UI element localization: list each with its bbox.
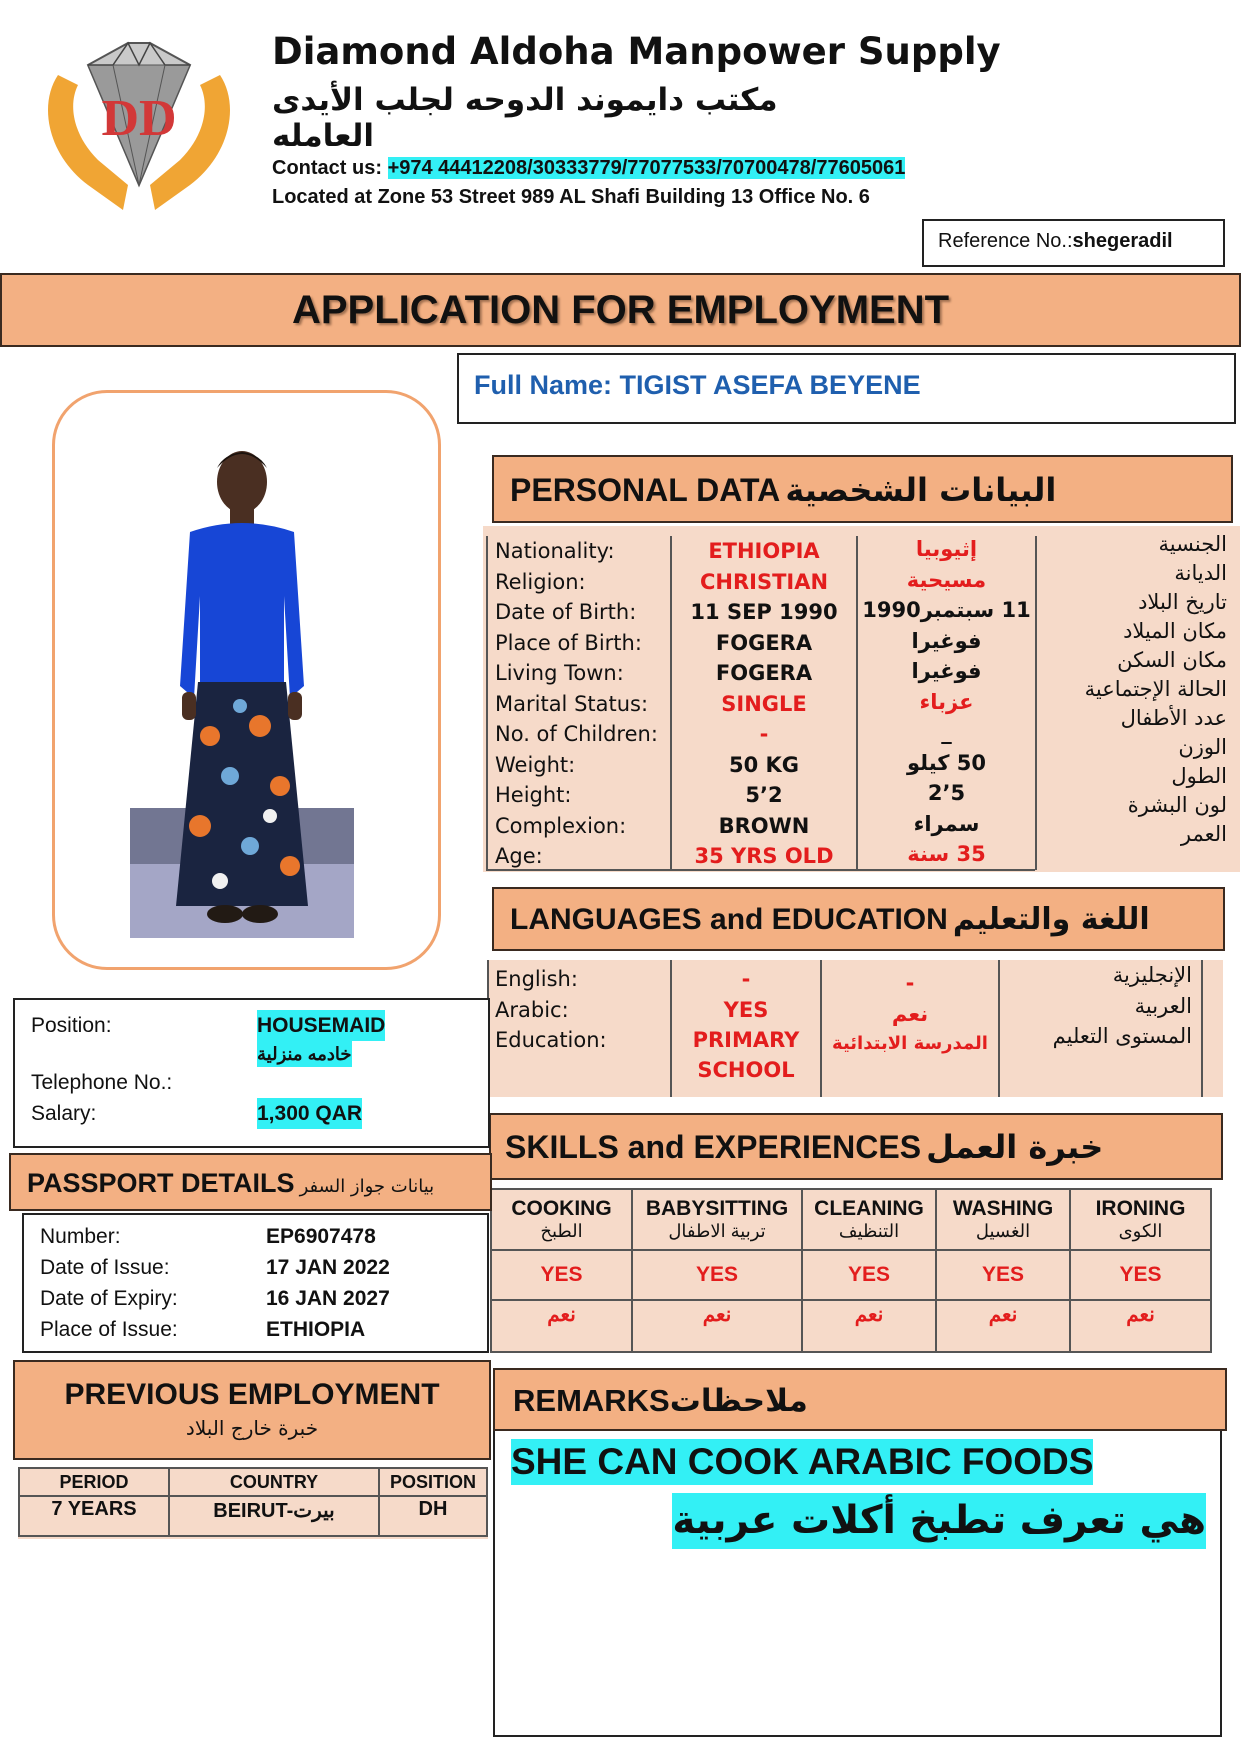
value-ar-children: _ <box>941 720 952 744</box>
skill-name: IRONING <box>1095 1197 1186 1220</box>
value-marital: SINGLE <box>721 691 807 716</box>
diamond-hands-logo-icon <box>28 35 250 215</box>
label-weight: Weight: <box>495 752 576 777</box>
value-ar-english: - <box>905 971 915 995</box>
label-ar-children: عدد الأطفال <box>1120 706 1227 730</box>
label-ar-age: العمر <box>1180 822 1227 846</box>
passport-heading-en: PASSPORT DETAILS <box>27 1168 295 1198</box>
salary-label: Salary: <box>31 1102 97 1125</box>
row-country: BEIRUT-بيرت <box>169 1496 379 1536</box>
label-religion: Religion: <box>495 569 586 594</box>
value-arabic: YES <box>723 997 769 1022</box>
skill-yes-ar: نعم <box>491 1300 632 1352</box>
skill-yes: YES <box>1070 1250 1211 1300</box>
personal-data-band <box>492 455 1233 523</box>
languages-heading-en: LANGUAGES and EDUCATION <box>510 903 948 936</box>
reference-value: shegeradil <box>1072 230 1173 252</box>
value-children: - <box>759 722 769 746</box>
label-nationality: Nationality: <box>495 539 615 563</box>
value-education: PRIMARY SCHOOL <box>692 1028 800 1082</box>
company-address: Located at Zone 53 Street 989 AL Shafi Building 13 Office No. 6 <box>272 186 870 208</box>
skills-heading-en: SKILLS and EXPERIENCES <box>505 1129 922 1165</box>
passport-number: EP6907478 <box>266 1225 376 1248</box>
passport-band <box>9 1153 492 1211</box>
label-ar-dob: تاريخ البلاد <box>1138 590 1227 614</box>
languages-band <box>492 887 1225 951</box>
value-height: 5’2 <box>745 783 783 807</box>
value-pob: FOGERA <box>715 630 813 655</box>
skill-name: CLEANING <box>814 1197 924 1220</box>
skill-name-ar: تربية الاطفال <box>668 1221 766 1241</box>
full-name-value: TIGIST ASEFA BEYENE <box>619 370 921 400</box>
company-name-en: Diamond Aldoha Manpower Supply <box>272 30 1001 73</box>
skill-yes: YES <box>632 1250 802 1300</box>
header-period: PERIOD <box>19 1468 169 1496</box>
label-ar-weight: الوزن <box>1178 735 1227 759</box>
header-country: COUNTRY <box>169 1468 379 1496</box>
remarks-line-ar: هي تعرف تطبخ أكلات عربية <box>672 1493 1206 1549</box>
language-labels-en <box>495 964 607 1056</box>
remarks-heading-ar: ملاحظات <box>669 1383 808 1419</box>
value-complexion: BROWN <box>718 813 810 838</box>
skill-babysitting <box>632 1189 802 1250</box>
remarks-band <box>493 1368 1227 1431</box>
skills-heading-ar: خبرة العمل <box>926 1128 1104 1166</box>
skill-cleaning <box>802 1189 936 1250</box>
skill-washing <box>936 1189 1070 1250</box>
label-living-town: Living Town: <box>495 661 624 685</box>
row-position: DH <box>379 1496 487 1536</box>
remarks-heading-en: REMARKS <box>513 1383 670 1418</box>
skill-yes: YES <box>491 1250 632 1300</box>
skill-name-ar: الطبخ <box>540 1221 583 1241</box>
contact-label: Contact us: <box>272 157 382 179</box>
passport-issue: 17 JAN 2022 <box>266 1256 390 1279</box>
label-ar-complexion: لون البشرة <box>1127 793 1227 817</box>
value-ar-marital: عزباء <box>919 689 974 714</box>
full-name-box <box>457 353 1236 424</box>
position-value: HOUSEMAID <box>257 1010 385 1041</box>
value-ar-religion: مسيحية <box>906 567 987 592</box>
value-religion: CHRISTIAN <box>699 569 829 594</box>
contact-line <box>272 157 905 180</box>
value-weight: 50 KG <box>728 752 800 777</box>
personal-heading-ar: البيانات الشخصية <box>785 471 1057 509</box>
language-values-en <box>672 964 820 1085</box>
value-nationality: ETHIOPIA <box>708 539 820 563</box>
value-ar-arabic: نعم <box>891 1001 929 1026</box>
passport-place-label: Place of Issue: <box>40 1318 178 1341</box>
previous-heading-en: PREVIOUS EMPLOYMENT <box>64 1378 440 1411</box>
label-ar-religion: الديانة <box>1174 561 1227 585</box>
label-ar-english: الإنجليزية <box>1112 963 1192 987</box>
label-ar-marital: الحالة الإجتماعية <box>1084 677 1227 701</box>
label-ar-nationality: الجنسية <box>1158 532 1227 556</box>
language-labels-ar <box>1002 960 1192 1052</box>
company-logo <box>28 35 250 215</box>
label-english: English: <box>495 967 578 991</box>
reference-label: Reference No.: <box>938 230 1073 252</box>
previous-heading-ar: خبرة خارج البلاد <box>185 1416 319 1440</box>
value-ar-weight: 50 كيلو <box>906 750 987 775</box>
passport-place: ETHIOPIA <box>266 1318 366 1341</box>
value-ar-education: المدرسة الابتدائية <box>832 1033 988 1054</box>
telephone-label: Telephone No.: <box>31 1071 173 1094</box>
value-age: 35 YRS OLD <box>694 844 834 868</box>
skill-name: BABYSITTING <box>645 1197 789 1220</box>
row-period: 7 YEARS <box>19 1496 169 1536</box>
skill-yes-ar: نعم <box>936 1300 1070 1352</box>
skill-yes: YES <box>936 1250 1070 1300</box>
label-children: No. of Children: <box>495 722 658 746</box>
personal-values-ar <box>858 534 1035 870</box>
skills-band <box>489 1113 1223 1180</box>
skill-yes-ar: نعم <box>1070 1300 1211 1352</box>
languages-heading-ar: اللغة والتعليم <box>952 902 1150 937</box>
value-ar-pob: فوغيرا <box>911 628 982 653</box>
personal-values-en <box>672 536 856 872</box>
label-ar-arabic: العربية <box>1134 993 1192 1018</box>
passport-issue-label: Date of Issue: <box>40 1256 170 1279</box>
value-english: - <box>741 967 751 991</box>
skill-name: COOKING <box>511 1197 612 1220</box>
label-complexion: Complexion: <box>495 813 627 838</box>
photo-frame <box>52 390 441 970</box>
skill-ironing <box>1070 1189 1211 1250</box>
passport-box <box>22 1213 489 1353</box>
passport-number-label: Number: <box>40 1225 121 1248</box>
full-name-label: Full Name: <box>474 370 613 400</box>
skill-name-ar: الغسيل <box>975 1221 1031 1241</box>
label-arabic: Arabic: <box>495 997 569 1022</box>
skill-name: WASHING <box>952 1197 1054 1220</box>
company-name-ar: مكتب دايموند الدوحه لجلب الأيدى العامله <box>272 82 778 154</box>
label-marital: Marital Status: <box>495 691 649 716</box>
skill-name-ar: التنظيف <box>838 1221 900 1241</box>
languages-panel <box>487 960 1223 1097</box>
value-ar-age: 35 سنة <box>907 842 986 866</box>
label-pob: Place of Birth: <box>495 630 642 655</box>
value-ar-living-town: فوغيرا <box>911 659 982 683</box>
logo-letters: DD <box>101 90 177 147</box>
passport-heading-ar: بيانات جواز السفر <box>299 1176 435 1197</box>
remarks-line-en: SHE CAN COOK ARABIC FOODS <box>511 1439 1093 1485</box>
label-ar-pob: مكان الميلاد <box>1123 619 1227 643</box>
personal-heading-en: PERSONAL DATA <box>510 472 781 508</box>
position-value-ar: خادمه منزلية <box>257 1041 352 1067</box>
skill-yes-ar: نعم <box>802 1300 936 1352</box>
personal-data-panel <box>483 526 1240 872</box>
label-height: Height: <box>495 783 572 807</box>
header-position: POSITION <box>379 1468 487 1496</box>
label-ar-living-town: مكان السكن <box>1117 648 1227 672</box>
skill-name-ar: الكوى <box>1118 1221 1163 1241</box>
personal-labels-ar <box>1037 530 1227 849</box>
language-values-ar <box>822 968 998 1060</box>
contact-numbers: +974 44412208/30333779/77077533/70700478/77605061 <box>387 157 906 179</box>
applicant-photo <box>130 436 354 938</box>
value-ar-height: 5’2 <box>927 781 966 805</box>
job-info-box <box>13 998 490 1148</box>
previous-employment-table <box>18 1467 488 1539</box>
position-label: Position: <box>31 1014 112 1037</box>
value-ar-dob: 11 سبتمبر1990 <box>862 598 1031 622</box>
skill-yes-ar: نعم <box>632 1300 802 1352</box>
skill-yes: YES <box>802 1250 936 1300</box>
personal-labels-en <box>495 536 658 872</box>
remarks-box <box>493 1431 1222 1737</box>
passport-expiry: 16 JAN 2027 <box>266 1287 390 1310</box>
passport-expiry-label: Date of Expiry: <box>40 1287 178 1310</box>
previous-employment-band <box>13 1360 491 1460</box>
label-ar-education: المستوى التعليم <box>1052 1024 1192 1048</box>
value-ar-nationality: إثيوبيا <box>915 537 978 561</box>
skill-cooking <box>491 1189 632 1250</box>
value-living-town: FOGERA <box>715 661 813 685</box>
value-ar-complexion: سمراء <box>913 811 980 836</box>
label-dob: Date of Birth: <box>495 600 637 624</box>
label-education: Education: <box>495 1028 607 1052</box>
value-dob: 11 SEP 1990 <box>690 600 838 624</box>
reference-box <box>922 219 1225 267</box>
title-band <box>0 273 1241 347</box>
page-title: APPLICATION FOR EMPLOYMENT <box>291 288 950 332</box>
skills-table <box>490 1188 1212 1351</box>
label-age: Age: <box>495 844 543 868</box>
salary-value: 1,300 QAR <box>257 1098 362 1129</box>
label-ar-height: الطول <box>1171 764 1227 788</box>
